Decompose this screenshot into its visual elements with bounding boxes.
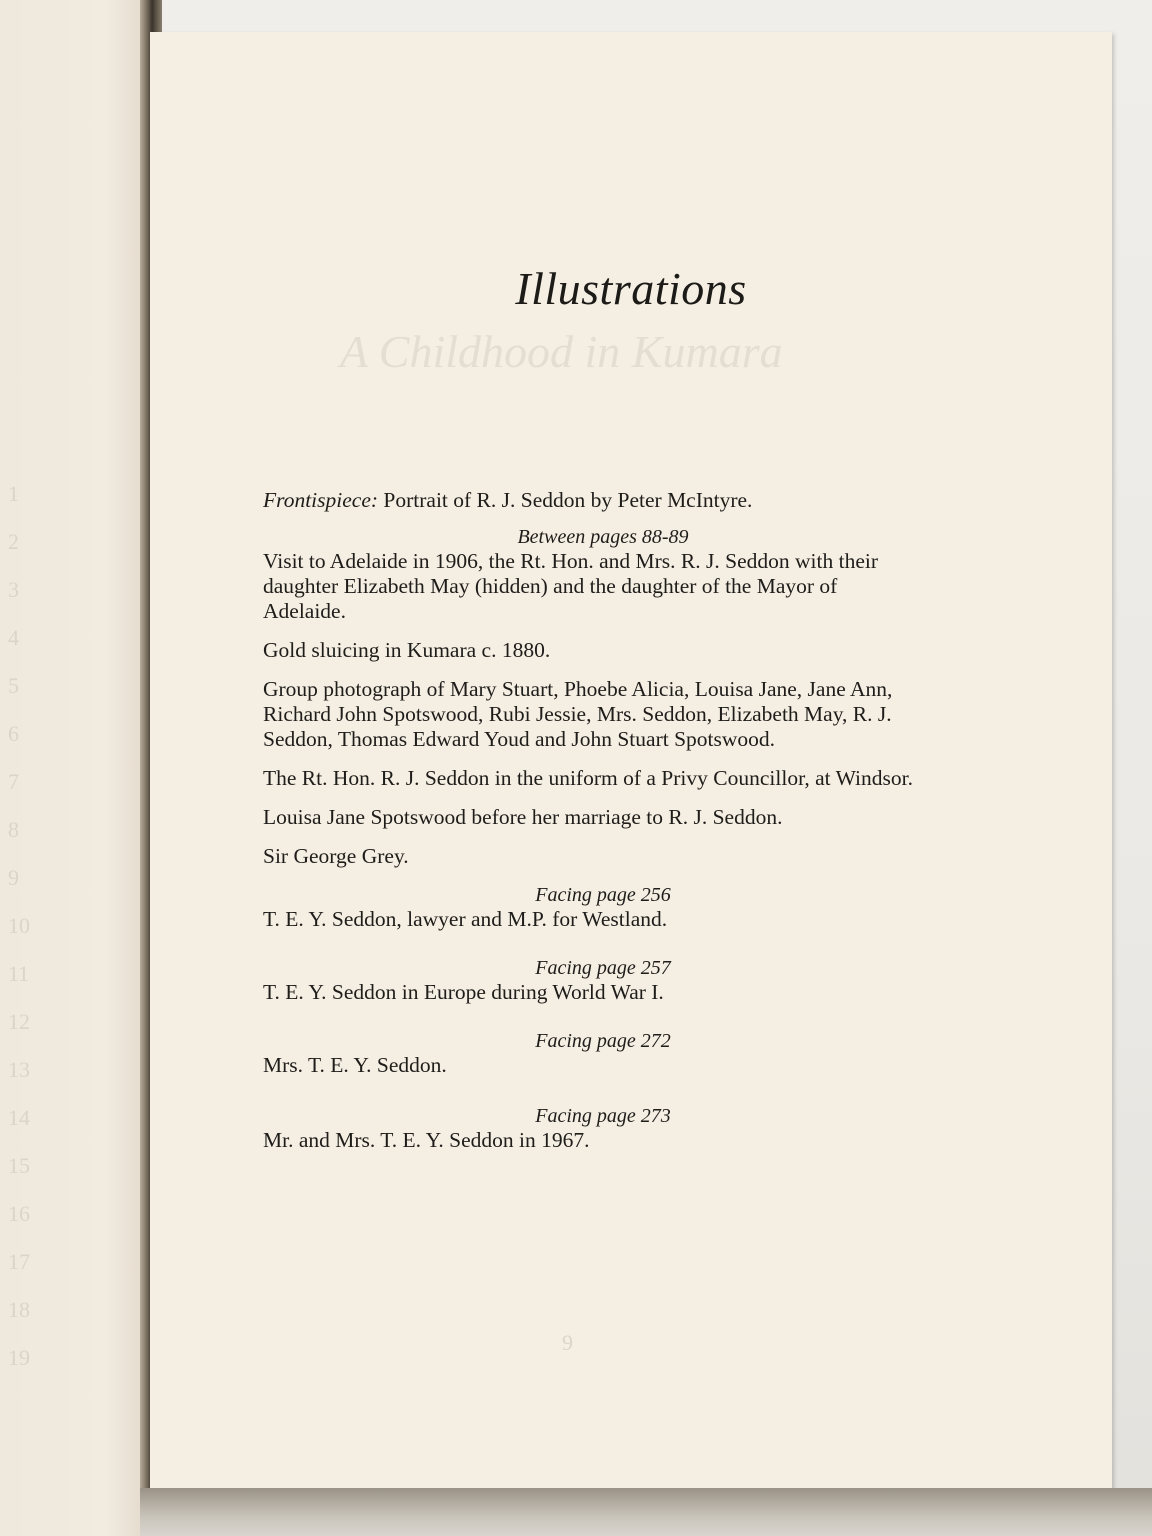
- show-through-heading: A Childhood in Kumara: [340, 326, 783, 377]
- show-through-page-number: 9: [562, 1330, 573, 1355]
- line-number: 10: [8, 913, 30, 938]
- list-item: The Rt. Hon. R. J. Seddon in the uniform of a Privy Councillor, at Windsor.: [263, 766, 913, 790]
- section-caption: Facing page 272: [535, 1030, 671, 1052]
- left-page-show-through-numbers: [8, 470, 48, 1382]
- list-item: Group photograph of Mary Stuart, Phoebe Alicia, Louisa Jane, Jane Ann, Richard John Spotswood, Rubi Jessie, Mrs. Seddon, Elizabeth May, R. J. Seddon, Thomas Edward Youd and John Stuart Spotswood.: [263, 677, 893, 751]
- frontispiece-entry: [263, 488, 923, 513]
- line-number: 8: [8, 817, 19, 842]
- line-number: 19: [8, 1345, 30, 1370]
- page-edge-shadow: [140, 1488, 1152, 1536]
- list-item: T. E. Y. Seddon in Europe during World War I.: [263, 980, 664, 1004]
- line-number: 9: [8, 865, 19, 890]
- line-number: 1: [8, 481, 19, 506]
- line-number: 2: [8, 529, 19, 554]
- line-number: 12: [8, 1009, 30, 1034]
- list-item: Gold sluicing in Kumara c. 1880.: [263, 638, 551, 662]
- line-number: 17: [8, 1249, 30, 1274]
- line-number: 16: [8, 1201, 30, 1226]
- line-number: 7: [8, 769, 19, 794]
- section-caption: Between pages 88-89: [517, 526, 689, 548]
- page-title: Illustrations: [515, 263, 747, 314]
- list-item: Visit to Adelaide in 1906, the Rt. Hon. and Mrs. R. J. Seddon with their daughter Elizabeth May (hidden) and the daughter of the Mayor of Adelaide.: [263, 549, 879, 623]
- line-number: 15: [8, 1153, 30, 1178]
- list-item: Mrs. T. E. Y. Seddon.: [263, 1053, 447, 1077]
- section-caption: Facing page 273: [535, 1105, 671, 1127]
- section-caption: Facing page 256: [535, 884, 671, 906]
- list-item: Sir George Grey.: [263, 844, 409, 868]
- line-number: 11: [8, 961, 30, 986]
- line-number: 6: [8, 721, 19, 746]
- left-page: [0, 0, 152, 1536]
- section-caption: Facing page 257: [535, 957, 671, 979]
- line-number: 4: [8, 625, 19, 650]
- frontispiece-label: Frontispiece:: [263, 488, 379, 512]
- line-number: 18: [8, 1297, 30, 1322]
- line-number: 13: [8, 1057, 30, 1082]
- list-item: T. E. Y. Seddon, lawyer and M.P. for Westland.: [263, 907, 668, 931]
- frontispiece-text: Portrait of R. J. Seddon by Peter McIntyre.: [383, 488, 753, 512]
- line-number: 3: [8, 577, 19, 602]
- list-item: Mr. and Mrs. T. E. Y. Seddon in 1967.: [263, 1128, 590, 1152]
- line-number: 5: [8, 673, 19, 698]
- illustrations-list: [263, 488, 923, 1167]
- list-item: Louisa Jane Spotswood before her marriage to R. J. Seddon.: [263, 805, 783, 829]
- line-number: 14: [8, 1105, 30, 1130]
